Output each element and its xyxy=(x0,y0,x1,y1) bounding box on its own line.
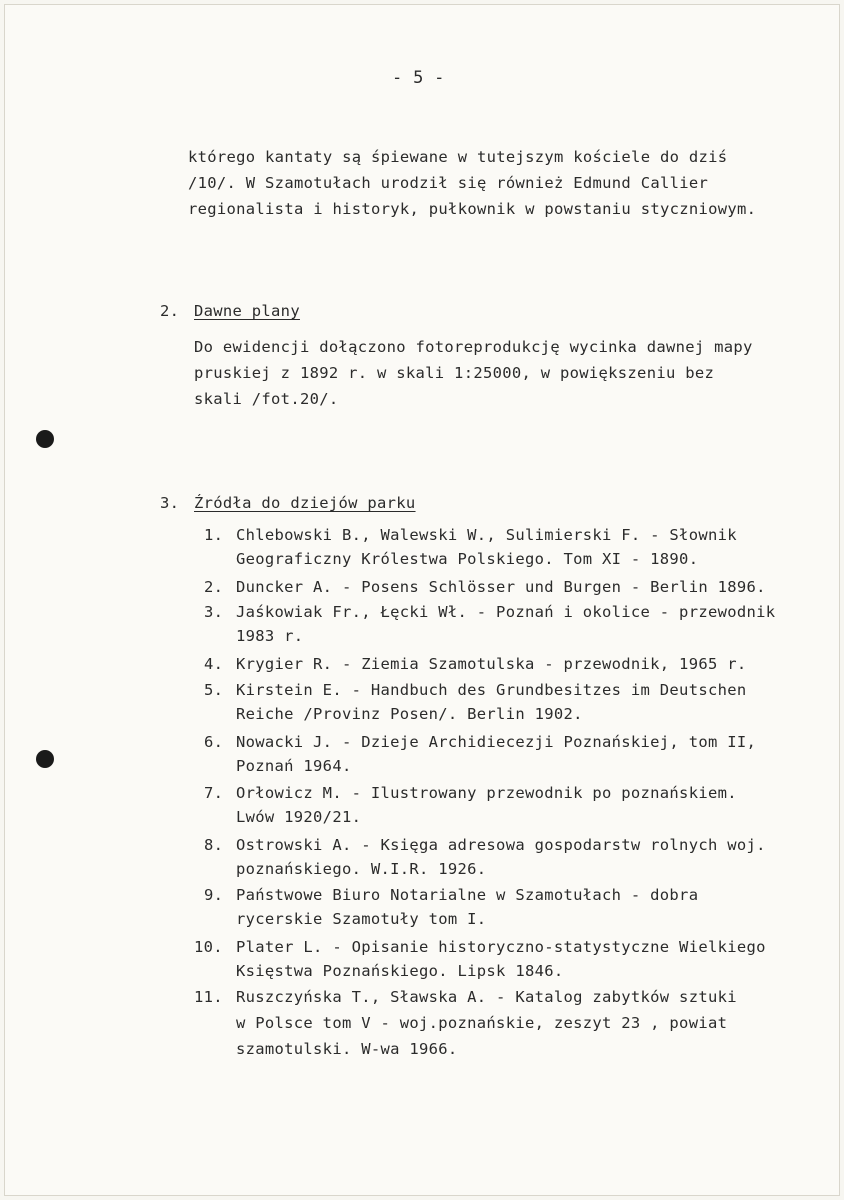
source-line: Plater L. - Opisanie historyczno-statystyczne Wielkiego xyxy=(236,938,766,956)
section-2-line-3: skali /fot.20/. xyxy=(194,390,339,408)
punch-hole-bottom xyxy=(36,750,54,768)
source-number: 3. xyxy=(204,603,224,621)
source-line: Orłowicz M. - Ilustrowany przewodnik po poznańskiem. xyxy=(236,784,737,802)
page-number: - 5 - xyxy=(392,68,445,88)
source-line: Nowacki J. - Dzieje Archidiecezji Poznańskiej, tom II, xyxy=(236,733,757,751)
punch-hole-top xyxy=(36,430,54,448)
source-line: w Polsce tom V - woj.poznańskie, zeszyt 23 , powiat xyxy=(236,1014,728,1032)
source-number: 5. xyxy=(204,681,224,699)
source-line: Ruszczyńska T., Sławska A. - Katalog zabytków sztuki xyxy=(236,988,737,1006)
source-line: Geograficzny Królestwa Polskiego. Tom XI - 1890. xyxy=(236,550,699,568)
source-line: poznańskiego. W.I.R. 1926. xyxy=(236,860,487,878)
source-line: rycerskie Szamotuły tom I. xyxy=(236,910,487,928)
source-line: Krygier R. - Ziemia Szamotulska - przewodnik, 1965 r. xyxy=(236,655,747,673)
source-number: 8. xyxy=(204,836,224,854)
source-number: 6. xyxy=(204,733,224,751)
source-number: 9. xyxy=(204,886,224,904)
section-2-line-2: pruskiej z 1892 r. w skali 1:25000, w powiększeniu bez xyxy=(194,364,715,382)
source-number: 2. xyxy=(204,578,224,596)
section-2-heading: Dawne plany xyxy=(194,302,300,320)
source-line: Poznań 1964. xyxy=(236,757,352,775)
intro-line-2: /10/. W Szamotułach urodził się również Edmund Callier xyxy=(188,174,709,192)
source-line: Jaśkowiak Fr., Łęcki Wł. - Poznań i okolice - przewodnik xyxy=(236,603,776,621)
source-line: Duncker A. - Posens Schlösser und Burgen - Berlin 1896. xyxy=(236,578,766,596)
source-line: Reiche /Provinz Posen/. Berlin 1902. xyxy=(236,705,583,723)
source-line: Państwowe Biuro Notarialne w Szamotułach - dobra xyxy=(236,886,699,904)
source-line: Chlebowski B., Walewski W., Sulimierski F. - Słownik xyxy=(236,526,737,544)
intro-line-1: którego kantaty są śpiewane w tutejszym kościele do dziś xyxy=(188,148,728,166)
source-line: 1983 r. xyxy=(236,627,304,645)
section-2-number: 2. xyxy=(160,302,180,320)
source-line: Ostrowski A. - Księga adresowa gospodarstw rolnych woj. xyxy=(236,836,766,854)
source-line: Kirstein E. - Handbuch des Grundbesitzes im Deutschen xyxy=(236,681,747,699)
section-3-number: 3. xyxy=(160,494,180,512)
source-number: 4. xyxy=(204,655,224,673)
section-2-line-1: Do ewidencji dołączono fotoreprodukcję wycinka dawnej mapy xyxy=(194,338,753,356)
source-line: Lwów 1920/21. xyxy=(236,808,362,826)
section-3-heading: Źródła do dziejów parku xyxy=(194,494,416,512)
source-line: Księstwa Poznańskiego. Lipsk 1846. xyxy=(236,962,564,980)
intro-line-3: regionalista i historyk, pułkownik w powstaniu styczniowym. xyxy=(188,200,757,218)
source-number: 7. xyxy=(204,784,224,802)
source-number: 11. xyxy=(194,988,223,1006)
source-number: 10. xyxy=(194,938,223,956)
source-number: 1. xyxy=(204,526,224,544)
source-line: szamotulski. W-wa 1966. xyxy=(236,1040,458,1058)
